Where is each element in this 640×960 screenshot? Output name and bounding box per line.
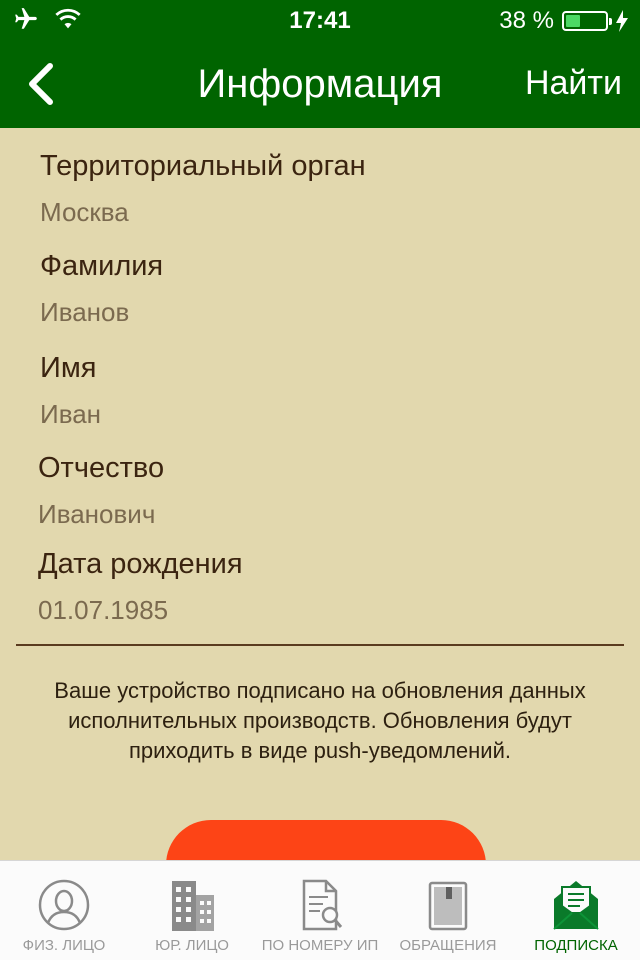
- status-right: [499, 7, 628, 35]
- status-bar: [0, 0, 640, 40]
- document-search-icon: [290, 877, 350, 933]
- field-label: Отчество: [38, 452, 165, 484]
- field-territorial-body: [40, 150, 620, 228]
- battery-icon: [562, 11, 608, 31]
- tab-label: ФИЗ. ЛИЦО: [22, 937, 106, 954]
- field-value: Иванов: [40, 297, 130, 327]
- tab-appeals[interactable]: [384, 861, 512, 960]
- page-title: Информация: [197, 62, 443, 106]
- header: [0, 0, 640, 128]
- field-label: Фамилия: [40, 250, 164, 282]
- subscription-note: Ваше устройство подписано на обновления данных исполнительных производств. Обновления будут приходить в виде push-уведомлений.: [54, 678, 586, 763]
- tab-individual[interactable]: [0, 861, 128, 960]
- field-value: Иванович: [38, 499, 156, 529]
- battery-percent: 38 %: [499, 7, 554, 34]
- book-icon: [418, 877, 478, 933]
- tab-label: ОБРАЩЕНИЯ: [399, 937, 497, 954]
- tab-label: ПОДПИСКА: [534, 937, 618, 954]
- field-label: Имя: [40, 352, 97, 384]
- field-first-name: [40, 352, 620, 430]
- tab-label: ПО НОМЕРУ ИП: [261, 937, 379, 954]
- field-last-name: [40, 250, 620, 328]
- field-patronymic: [38, 452, 618, 530]
- find-button[interactable]: Найти: [524, 64, 622, 102]
- status-time: 17:41: [289, 7, 351, 34]
- envelope-icon: [546, 877, 606, 933]
- field-label: Территориальный орган: [40, 150, 366, 182]
- charging-bolt-icon: [616, 10, 628, 32]
- back-button[interactable]: [22, 60, 62, 108]
- field-value: Иван: [40, 399, 102, 429]
- building-icon: [162, 877, 222, 933]
- tab-by-case-number[interactable]: [256, 861, 384, 960]
- person-icon: [34, 877, 94, 933]
- field-birth-date: [38, 548, 618, 626]
- battery-fill: [566, 15, 580, 27]
- chevron-left-icon: [22, 60, 62, 108]
- navigation-bar: [0, 40, 640, 128]
- field-value: 01.07.1985: [38, 595, 169, 625]
- tab-legal-entity[interactable]: [128, 861, 256, 960]
- field-value: Москва: [40, 197, 129, 227]
- divider: [16, 644, 624, 646]
- tab-label: ЮР. ЛИЦО: [155, 937, 229, 954]
- tab-bar: [0, 860, 640, 960]
- field-label: Дата рождения: [38, 548, 243, 580]
- info-content: [0, 128, 640, 860]
- tab-subscription[interactable]: [512, 861, 640, 960]
